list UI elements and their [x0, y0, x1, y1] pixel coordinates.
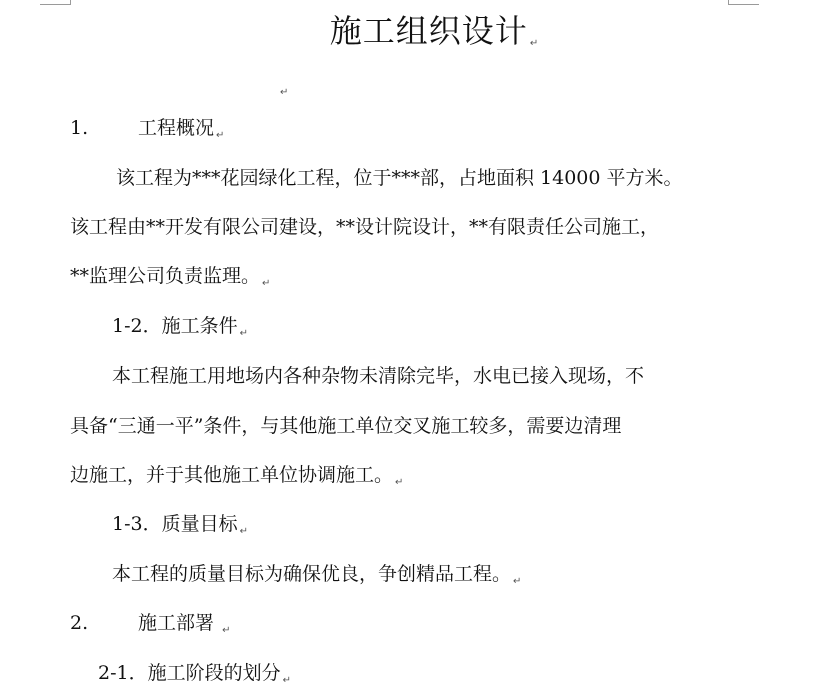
section-2-heading — [70, 609, 230, 645]
empty-paragraph — [278, 74, 288, 105]
section-1-heading — [70, 114, 224, 150]
subsection-title: 1-2．施工条件 — [112, 315, 238, 337]
paragraph-line: 该工程由**开发有限公司建设，**设计院设计，**有限责任公司施工， — [70, 216, 660, 238]
section-number: 2. — [70, 612, 89, 634]
paragraph-text: 本工程的质量目标为确保优良，争创精品工程。 — [112, 563, 512, 585]
paragraph-text: **监理公司负责监理。 — [70, 265, 261, 287]
subsection-title: 2-1．施工阶段的划分 — [98, 662, 281, 684]
paragraph-mark-icon: ↵ — [216, 130, 225, 141]
paragraph-mark-icon: ↵ — [282, 675, 291, 686]
subsection-title: 1-3．质量目标 — [112, 513, 238, 535]
document-title-line — [0, 6, 817, 69]
document-title: 施工组织设计 — [329, 12, 528, 50]
paragraph-line-last — [112, 560, 521, 596]
paragraph-mark-icon: ↵ — [262, 278, 271, 289]
paragraph-mark-icon: ↵ — [239, 328, 248, 339]
paragraph-mark-icon: ↵ — [222, 625, 231, 636]
paragraph-mark-icon: ↵ — [395, 477, 404, 488]
paragraph-mark-icon: ↵ — [513, 576, 522, 587]
paragraph-line: 具备“三通一平”条件，与其他施工单位交叉施工较多，需要边清理 — [70, 415, 622, 437]
paragraph-line: 该工程为***花园绿化工程，位于***部，占地面积 14000 平方米。 — [116, 167, 683, 189]
paragraph-mark-icon: ↵ — [239, 526, 248, 537]
section-number: 1. — [70, 117, 89, 139]
paragraph-line-last — [70, 262, 270, 298]
paragraph-mark-icon: ↵ — [280, 87, 289, 98]
paragraph-text: 边施工，并于其他施工单位协调施工。 — [70, 464, 394, 486]
crop-mark-top-right — [728, 0, 759, 5]
crop-mark-top-left — [40, 0, 71, 5]
section-title: 工程概况 — [138, 117, 215, 139]
paragraph-mark-icon: ↵ — [529, 38, 540, 49]
section-title: 施工部署 — [138, 612, 215, 634]
paragraph-line-last — [70, 461, 403, 497]
subsection-heading — [112, 312, 248, 348]
subsection-heading — [112, 510, 248, 546]
paragraph-line: 本工程施工用地场内各种杂物未清除完毕，水电已接入现场，不 — [112, 365, 645, 387]
subsection-heading — [98, 659, 291, 695]
